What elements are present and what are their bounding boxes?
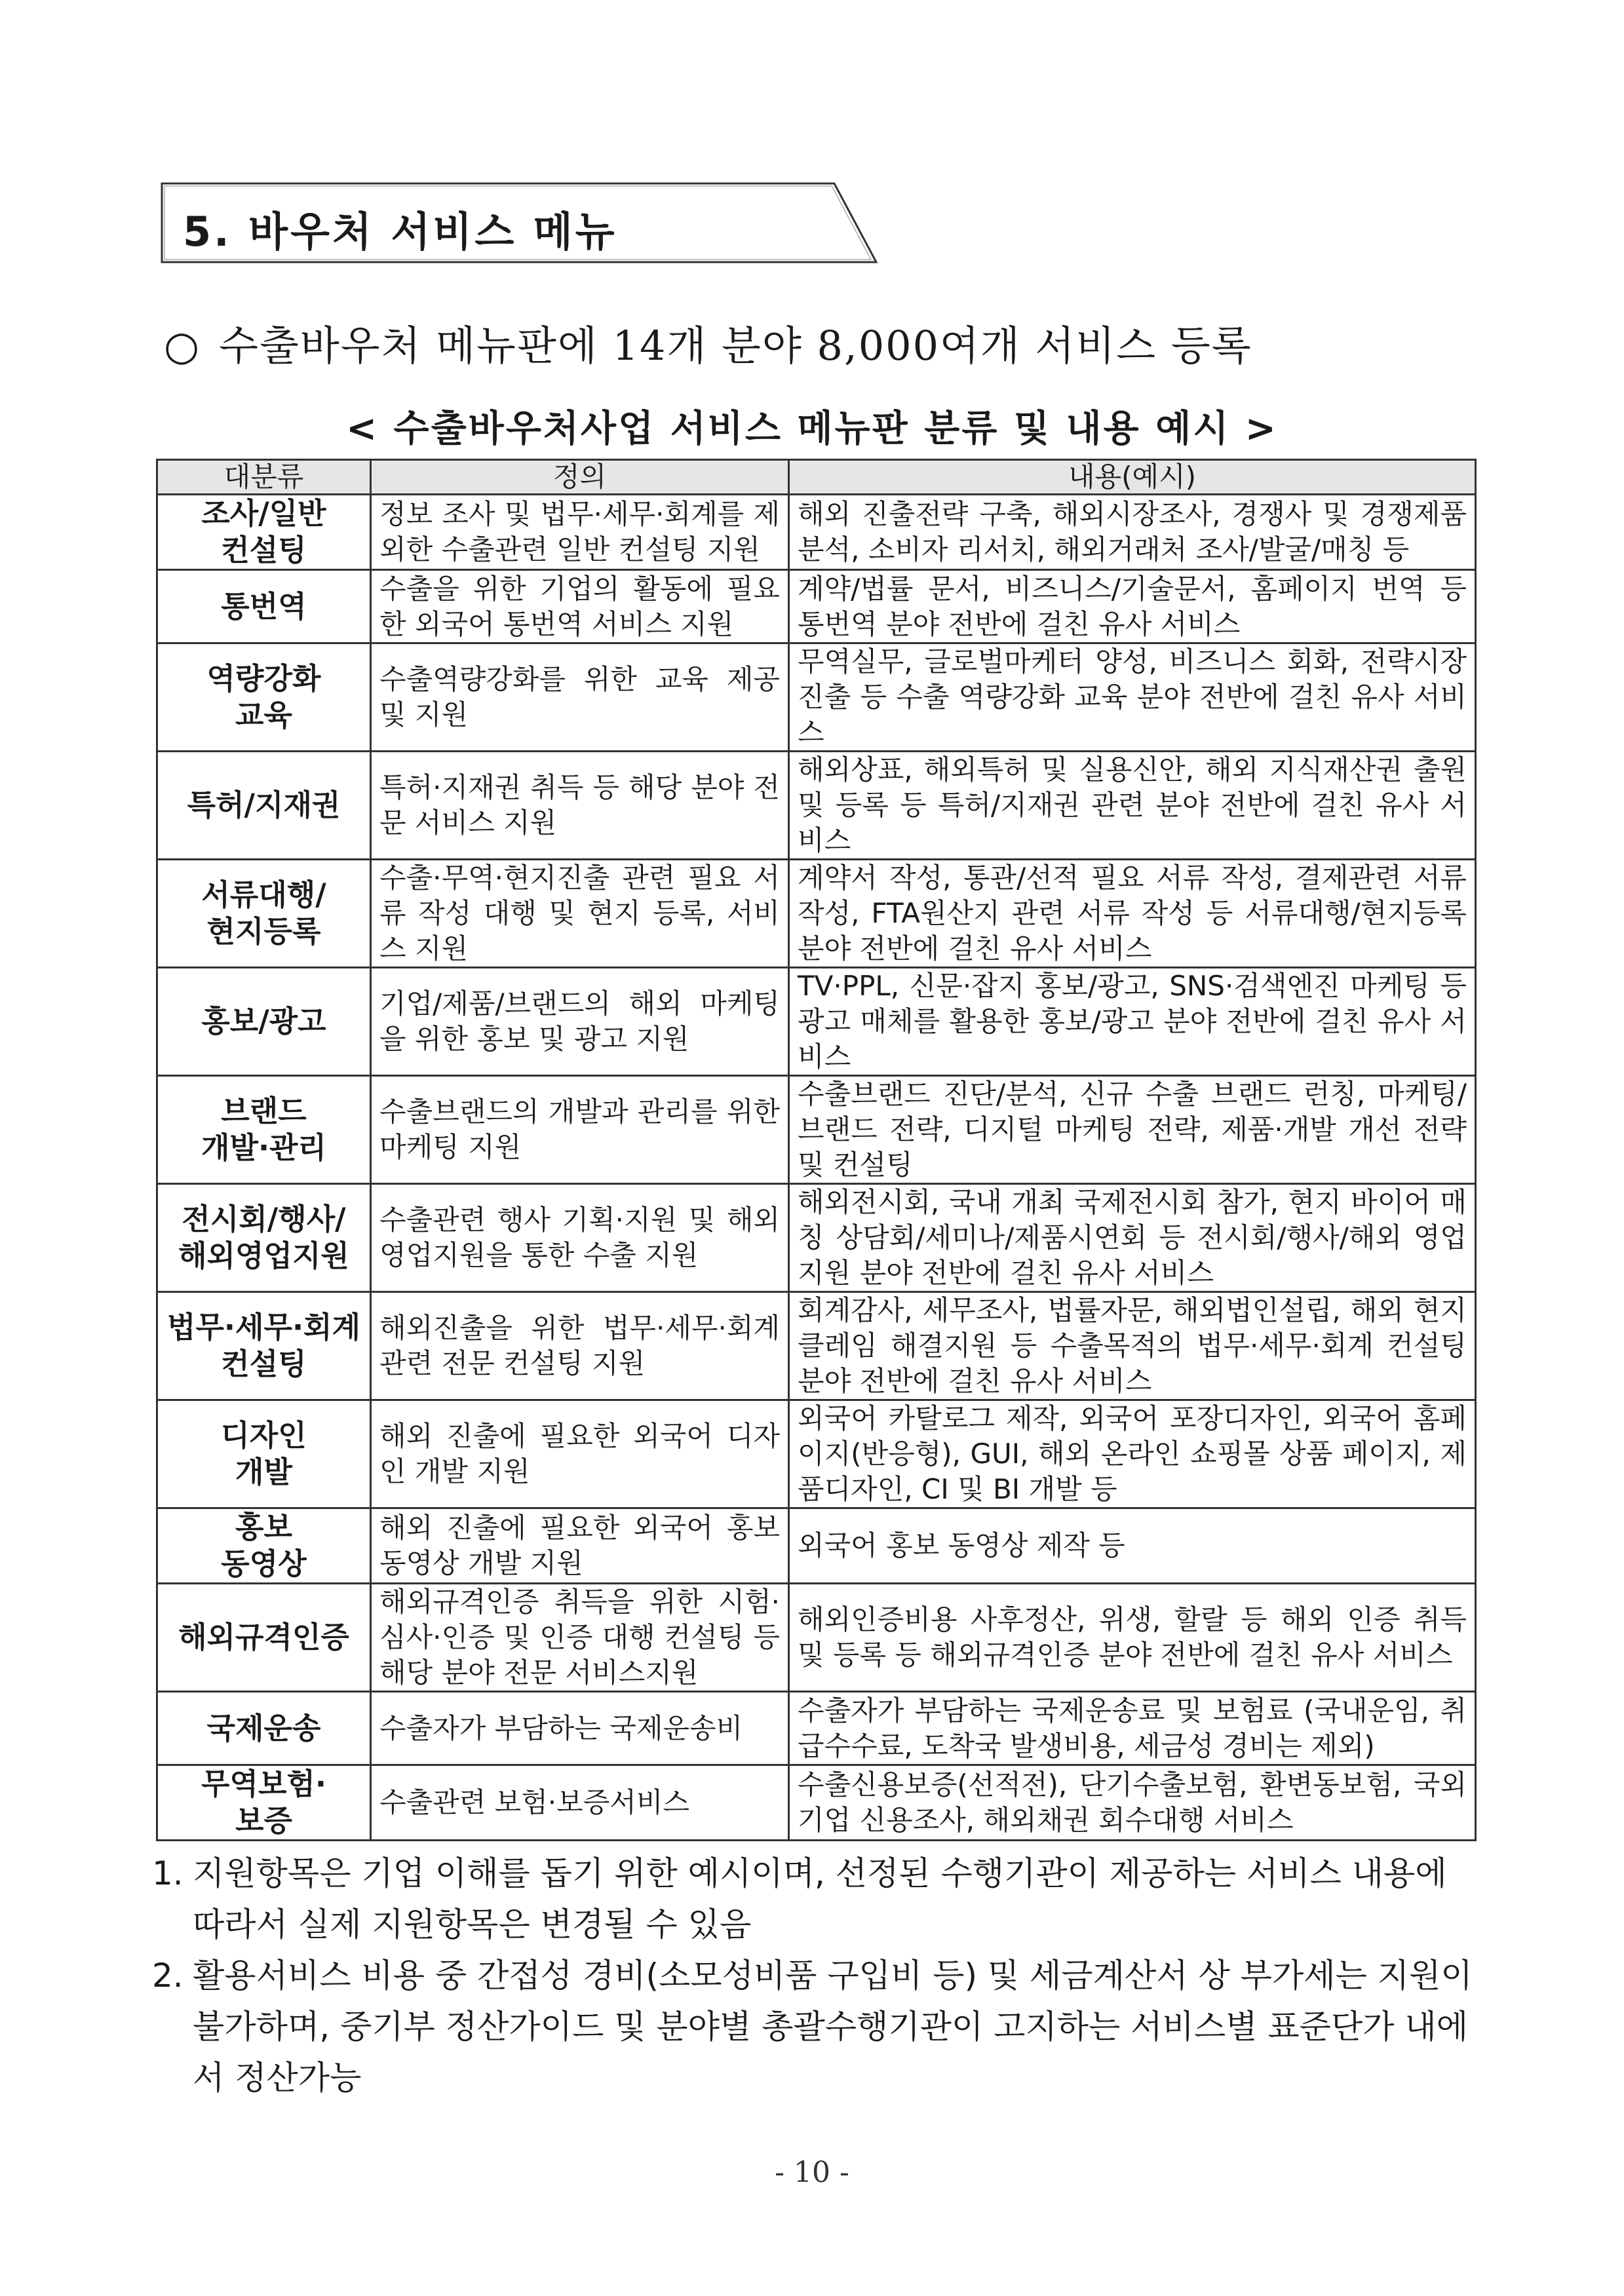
service-menu-table [156, 459, 1477, 1841]
row-definition: 수출자가 부담하는 국제운송비 [371, 1692, 789, 1765]
table-row [157, 1400, 1476, 1508]
footnote-item [152, 1848, 1482, 1950]
row-definition: 해외 진출에 필요한 외국어 디자인 개발 지원 [371, 1400, 789, 1508]
row-content: 해외인증비용 사후정산, 위생, 할랄 등 해외 인증 취득 및 등록 등 해외규격인증 분야 전반에 걸친 유사 서비스 [789, 1584, 1476, 1692]
row-definition: 수출역량강화를 위한 교육 제공 및 지원 [371, 643, 789, 752]
table-header-row [157, 460, 1476, 495]
row-category: 조사/일반 컨설팅 [157, 495, 371, 570]
row-category: 서류대행/ 현지등록 [157, 860, 371, 968]
table-row [157, 1508, 1476, 1584]
row-content: 수출신용보증(선적전), 단기수출보험, 환변동보험, 국외기업 신용조사, 해외채권 회수대행 서비스 [789, 1765, 1476, 1841]
table-row [157, 1184, 1476, 1292]
row-content: 수출브랜드 진단/분석, 신규 수출 브랜드 런칭, 마케팅/브랜드 전략, 디지털 마케팅 전략, 제품·개발 개선 전략 및 컨설팅 [789, 1076, 1476, 1184]
table-caption: < 수출바우처사업 서비스 메뉴판 분류 및 내용 예시 > [346, 408, 1278, 450]
footnote-number: 1. [152, 1854, 184, 1892]
row-category: 법무·세무·회계 컨설팅 [157, 1292, 371, 1400]
footnote-text: 지원항목은 기업 이해를 돕기 위한 예시이며, 선정된 수행기관이 제공하는 서비스 내용에 따라서 실제 지원항목은 변경될 수 있음 [193, 1854, 1447, 1943]
table-row [157, 643, 1476, 752]
row-definition: 수출·무역·현지진출 관련 필요 서류 작성 대행 및 현지 등록, 서비스 지원 [371, 860, 789, 968]
table-row [157, 495, 1476, 570]
row-category: 통번역 [157, 570, 371, 643]
row-content: 수출자가 부담하는 국제운송료 및 보험료 (국내운임, 취급수수료, 도착국 발생비용, 세금성 경비는 제외) [789, 1692, 1476, 1765]
summary-text: 수출바우처 메뉴판에 14개 분야 8,000여개 서비스 등록 [219, 322, 1252, 370]
row-category: 전시회/행사/ 해외영업지원 [157, 1184, 371, 1292]
row-content: TV·PPL, 신문·잡지 홍보/광고, SNS·검색엔진 마케팅 등 광고 매체를 활용한 홍보/광고 분야 전반에 걸친 유사 서비스 [789, 968, 1476, 1076]
header-definition: 정의 [371, 460, 789, 495]
table-row [157, 860, 1476, 968]
row-content: 회계감사, 세무조사, 법률자문, 해외법인설립, 해외 현지 클레임 해결지원 등 수출목적의 법무·세무·회계 컨설팅 분야 전반에 걸친 유사 서비스 [789, 1292, 1476, 1400]
row-content: 무역실무, 글로벌마케터 양성, 비즈니스 회화, 전략시장 진출 등 수출 역량강화 교육 분야 전반에 걸친 유사 서비스 [789, 643, 1476, 752]
row-category: 해외규격인증 [157, 1584, 371, 1692]
summary-bullet [164, 313, 1252, 372]
row-category: 브랜드 개발·관리 [157, 1076, 371, 1184]
row-content: 외국어 홍보 동영상 제작 등 [789, 1508, 1476, 1584]
table-row [157, 1292, 1476, 1400]
footnote-item [152, 1950, 1482, 2103]
bullet-circle-icon: ○ [164, 322, 201, 370]
row-content: 외국어 카탈로그 제작, 외국어 포장디자인, 외국어 홈페이지(반응형), GUI, 해외 온라인 쇼핑몰 상품 페이지, 제품디자인, CI 및 BI 개발 등 [789, 1400, 1476, 1508]
row-category: 디자인 개발 [157, 1400, 371, 1508]
table-row [157, 570, 1476, 643]
table-row [157, 1076, 1476, 1184]
footnote-number: 2. [152, 1957, 184, 1995]
table-row [157, 1584, 1476, 1692]
row-definition: 수출을 위한 기업의 활동에 필요한 외국어 통번역 서비스 지원 [371, 570, 789, 643]
row-content: 계약서 작성, 통관/선적 필요 서류 작성, 결제관련 서류 작성, FTA원산지 관련 서류 작성 등 서류대행/현지등록 분야 전반에 걸친 유사 서비스 [789, 860, 1476, 968]
row-definition: 정보 조사 및 법무·세무·회계를 제외한 수출관련 일반 컨설팅 지원 [371, 495, 789, 570]
row-content: 해외상표, 해외특허 및 실용신안, 해외 지식재산권 출원 및 등록 등 특허/지재권 관련 분야 전반에 걸친 유사 서비스 [789, 752, 1476, 860]
section-heading-box [159, 181, 880, 265]
table-row [157, 1692, 1476, 1765]
footnote-text: 활용서비스 비용 중 간접성 경비(소모성비품 구입비 등) 및 세금계산서 상 부가세는 지원이 불가하며, 중기부 정산가이드 및 분야별 총괄수행기관이 고지하는 서비스별 표준단가 내에서 정산가능 [193, 1957, 1473, 2097]
table-row [157, 968, 1476, 1076]
row-definition: 수출브랜드의 개발과 관리를 위한 마케팅 지원 [371, 1076, 789, 1184]
row-definition: 기업/제품/브랜드의 해외 마케팅을 위한 홍보 및 광고 지원 [371, 968, 789, 1076]
row-category: 홍보/광고 [157, 968, 371, 1076]
row-definition: 특허·지재권 취득 등 해당 분야 전문 서비스 지원 [371, 752, 789, 860]
table-row [157, 752, 1476, 860]
row-content: 해외 진출전략 구축, 해외시장조사, 경쟁사 및 경쟁제품 분석, 소비자 리서치, 해외거래처 조사/발굴/매칭 등 [789, 495, 1476, 570]
row-category: 국제운송 [157, 1692, 371, 1765]
row-content: 해외전시회, 국내 개최 국제전시회 참가, 현지 바이어 매칭 상담회/세미나/제품시연회 등 전시회/행사/해외 영업지원 분야 전반에 걸친 유사 서비스 [789, 1184, 1476, 1292]
header-content: 내용(예시) [789, 460, 1476, 495]
row-definition: 해외진출을 위한 법무·세무·회계 관련 전문 컨설팅 지원 [371, 1292, 789, 1400]
row-category: 무역보험· 보증 [157, 1765, 371, 1841]
header-category: 대분류 [157, 460, 371, 495]
row-definition: 해외 진출에 필요한 외국어 홍보동영상 개발 지원 [371, 1508, 789, 1584]
footnotes [152, 1848, 1482, 2103]
page-number: - 10 - [775, 2156, 849, 2189]
row-content: 계약/법률 문서, 비즈니스/기술문서, 홈페이지 번역 등 통번역 분야 전반에 걸친 유사 서비스 [789, 570, 1476, 643]
row-category: 홍보 동영상 [157, 1508, 371, 1584]
row-definition: 수출관련 행사 기획·지원 및 해외 영업지원을 통한 수출 지원 [371, 1184, 789, 1292]
row-category: 역량강화 교육 [157, 643, 371, 752]
row-definition: 해외규격인증 취득을 위한 시험·심사·인증 및 인증 대행 컨설팅 등 해당 분야 전문 서비스지원 [371, 1584, 789, 1692]
section-title: 5. 바우처 서비스 메뉴 [183, 208, 617, 256]
row-category: 특허/지재권 [157, 752, 371, 860]
row-definition: 수출관련 보험·보증서비스 [371, 1765, 789, 1841]
table-row [157, 1765, 1476, 1841]
